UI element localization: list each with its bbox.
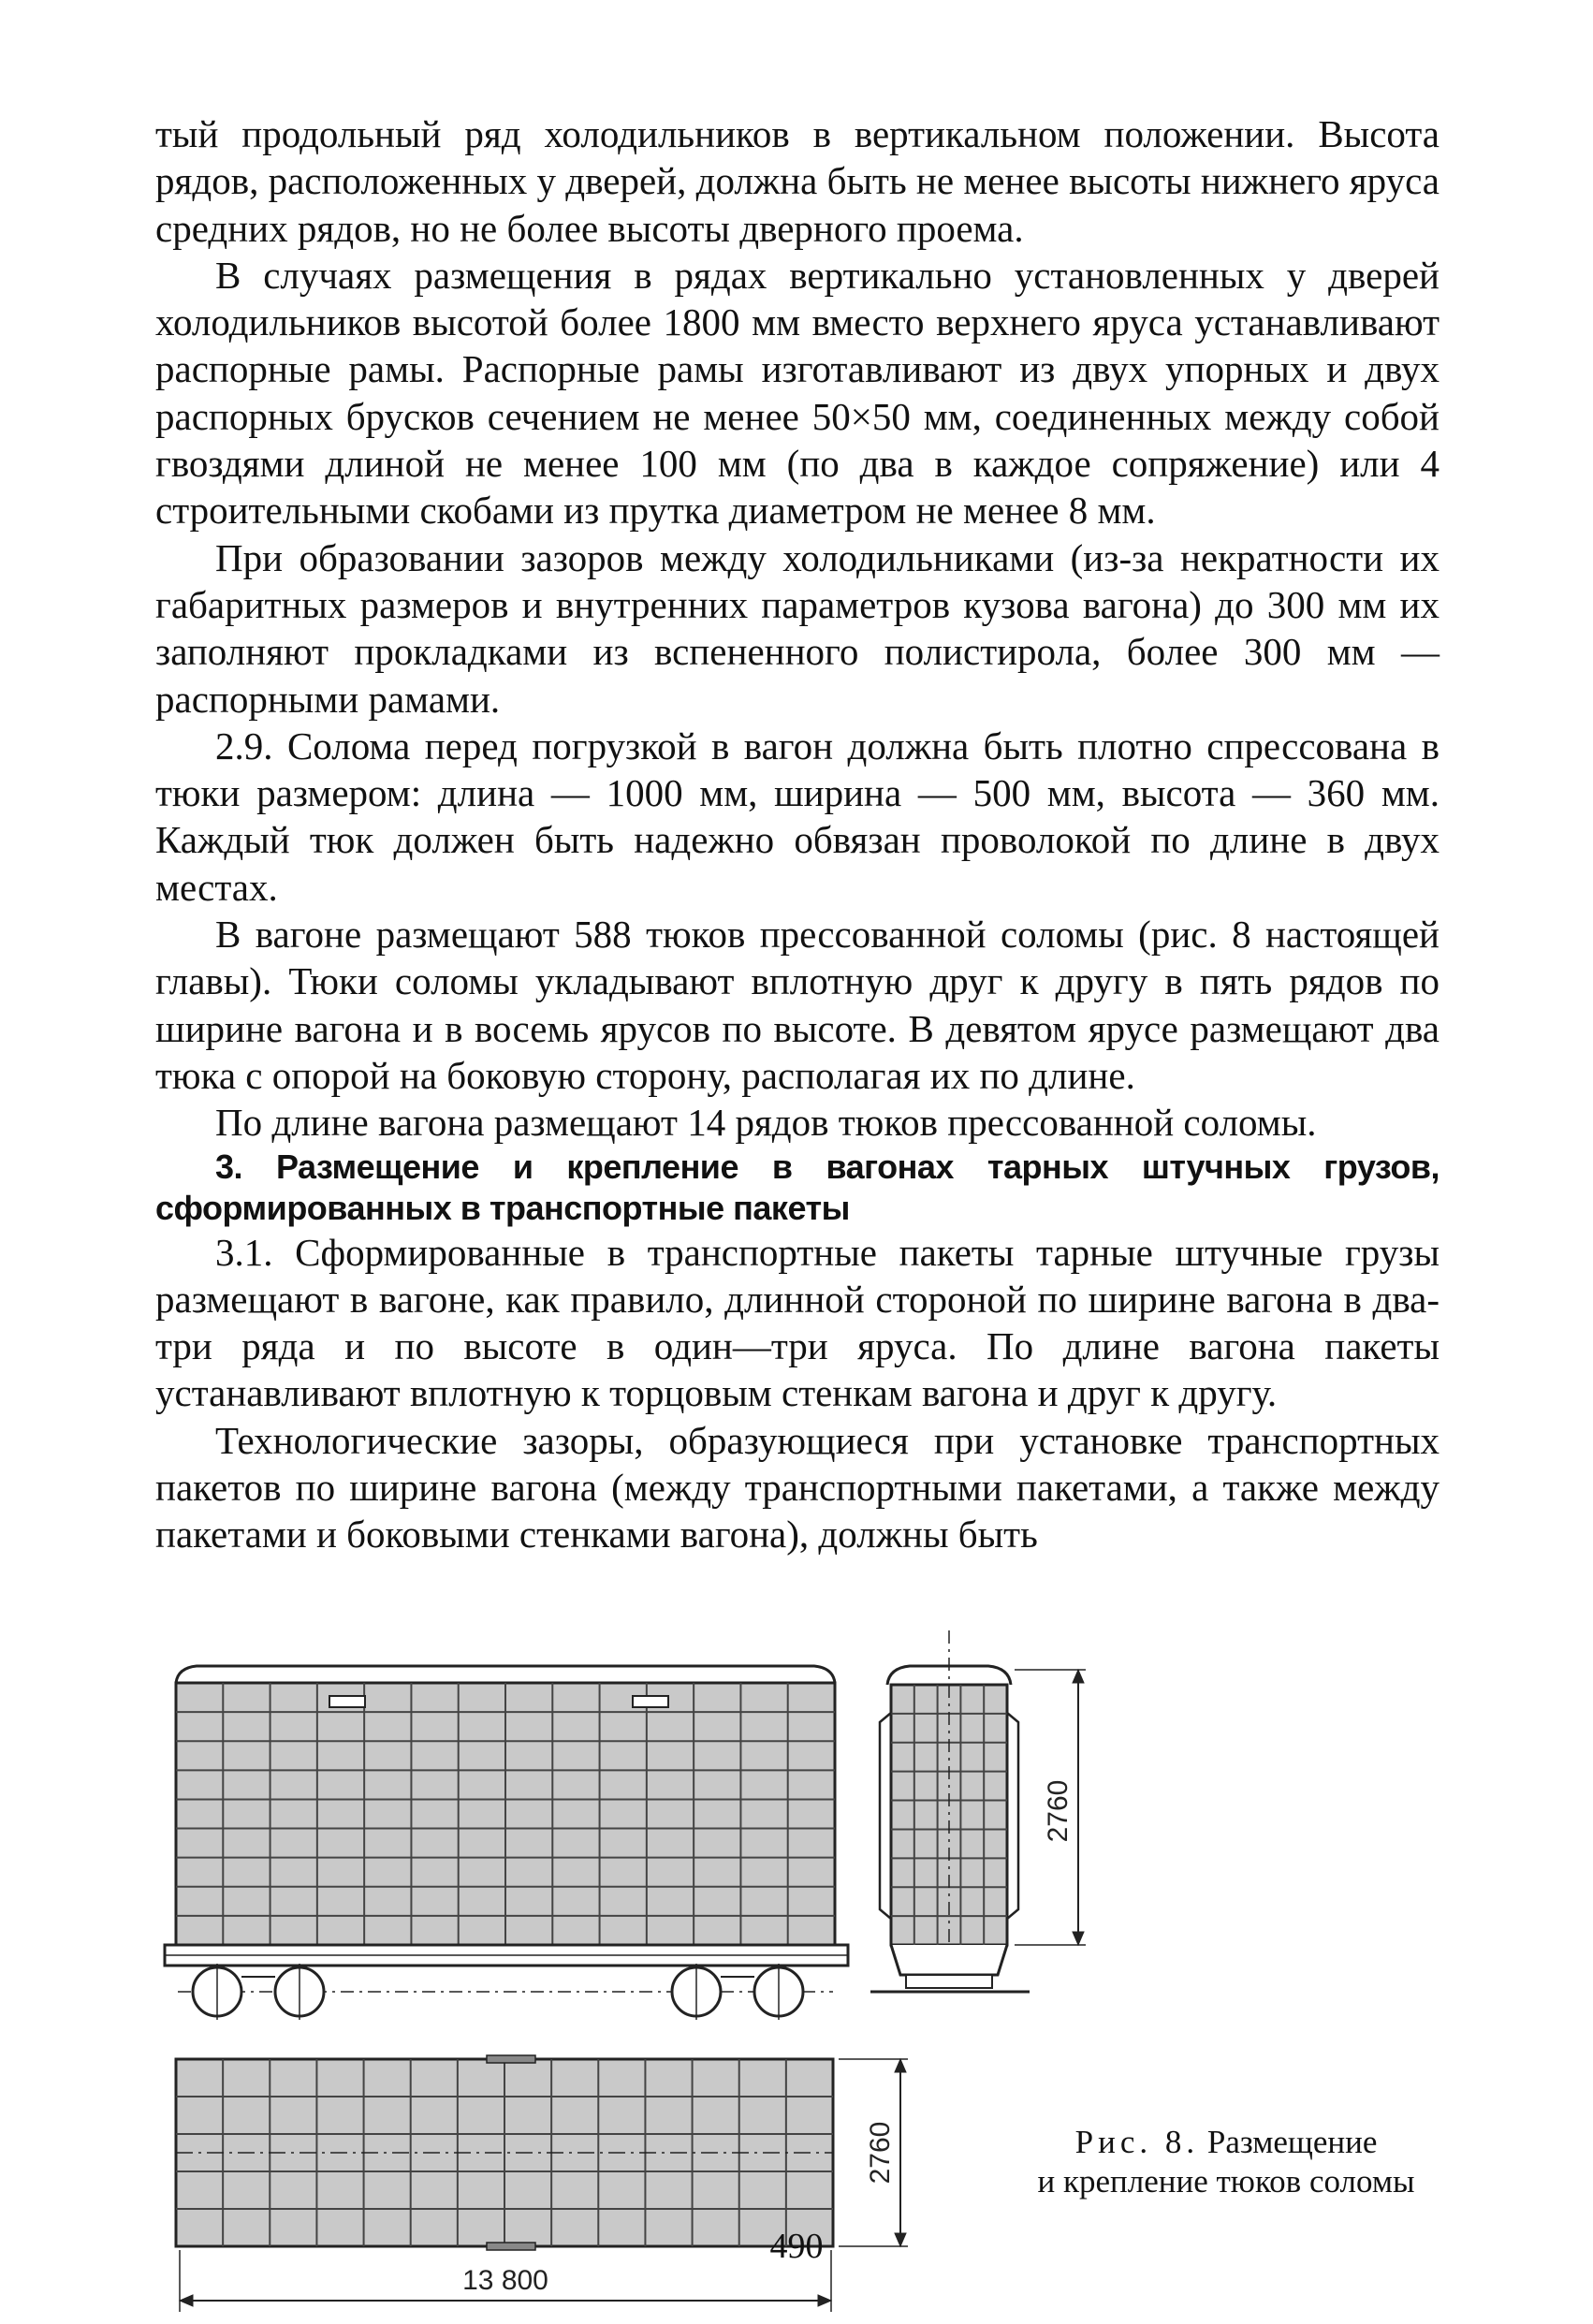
paragraph: Технологические зазоры, образующиеся при установке транспортных пакетов по ширине вагона (между транспортными пакетами, а также между пакетами и боковыми стенками вагона), должны быть xyxy=(155,1418,1440,1557)
paragraph: 3.1. Сформированные в транспортные пакеты тарные штучные грузы размещают в вагоне, как правило, длинной стороной по ширине вагона в два-три ряда и по высоте в один—три яруса. По длине вагона пакеты устанавливают вплотную к торцовым стенкам вагона и друг к другу. xyxy=(155,1230,1440,1415)
paragraph: При образовании зазоров между холодильниками (из-за некратности их габаритных размеров и внутренних параметров кузова вагона) до 300 мм их заполняют прокладками из вспененного полистирола, более 300 мм — распорными рамами. xyxy=(155,535,1440,721)
section-heading: 3. Размещение и крепление в вагонах тарных штучных грузов, сформированных в транспортные пакеты xyxy=(155,1147,1440,1227)
page-number: 490 xyxy=(769,2227,824,2266)
paragraph: тый продольный ряд холодильников в вертикальном положении. Высота рядов, расположенных у дверей, должна быть не менее высоты нижнего яруса средних рядов, но не более высоты дверного проема. xyxy=(155,112,1440,250)
side-view-drawing xyxy=(165,1666,848,2020)
paragraph: По длине вагона размещают 14 рядов тюков прессованной соломы. xyxy=(215,1101,1317,1145)
paragraph: В вагоне размещают 588 тюков прессованной соломы (рис. 8 настоящей главы). Тюки соломы укладывают вплотную друг к другу в пять рядов по ширине вагона и в восемь ярусов по высоте. В девятом ярусе размещают два тюка с опорой на боковую сторону, располагая их по длине. xyxy=(155,913,1440,1097)
figure-caption xyxy=(992,2123,1460,2201)
plan-view-length-dimension: 13 800 xyxy=(462,2265,548,2296)
caption-line-1: Размещение xyxy=(1206,2124,1378,2160)
caption-line-2: и крепление тюков соломы xyxy=(1037,2163,1415,2200)
end-view-dimension: 2760 xyxy=(1043,1779,1074,1843)
caption-label: Рис. 8. xyxy=(1074,2124,1200,2160)
paragraph: 2.9. Солома перед погрузкой в вагон должна быть плотно спрессована в тюки размером: длина — 1000 мм, ширина — 500 мм, высота — 360 мм. Каждый тюк должен быть надежно обвязан проволокой по длине в двух местах. xyxy=(155,724,1440,909)
plan-view-width-dimension: 2760 xyxy=(865,2121,896,2185)
paragraph: В случаях размещения в рядах вертикально установленных у дверей холодильников высотой более 1800 мм вместо верхнего яруса устанавливают распорные рамы. Распорные рамы изготавливают из двух упорных и двух распорных брусков сечением не менее 50×50 мм, соединенных между собой гвоздями длиной не менее 100 мм (по два в каждое сопряжение) или 4 строительными скобами из прутка диаметром не менее 8 мм. xyxy=(155,253,1440,533)
